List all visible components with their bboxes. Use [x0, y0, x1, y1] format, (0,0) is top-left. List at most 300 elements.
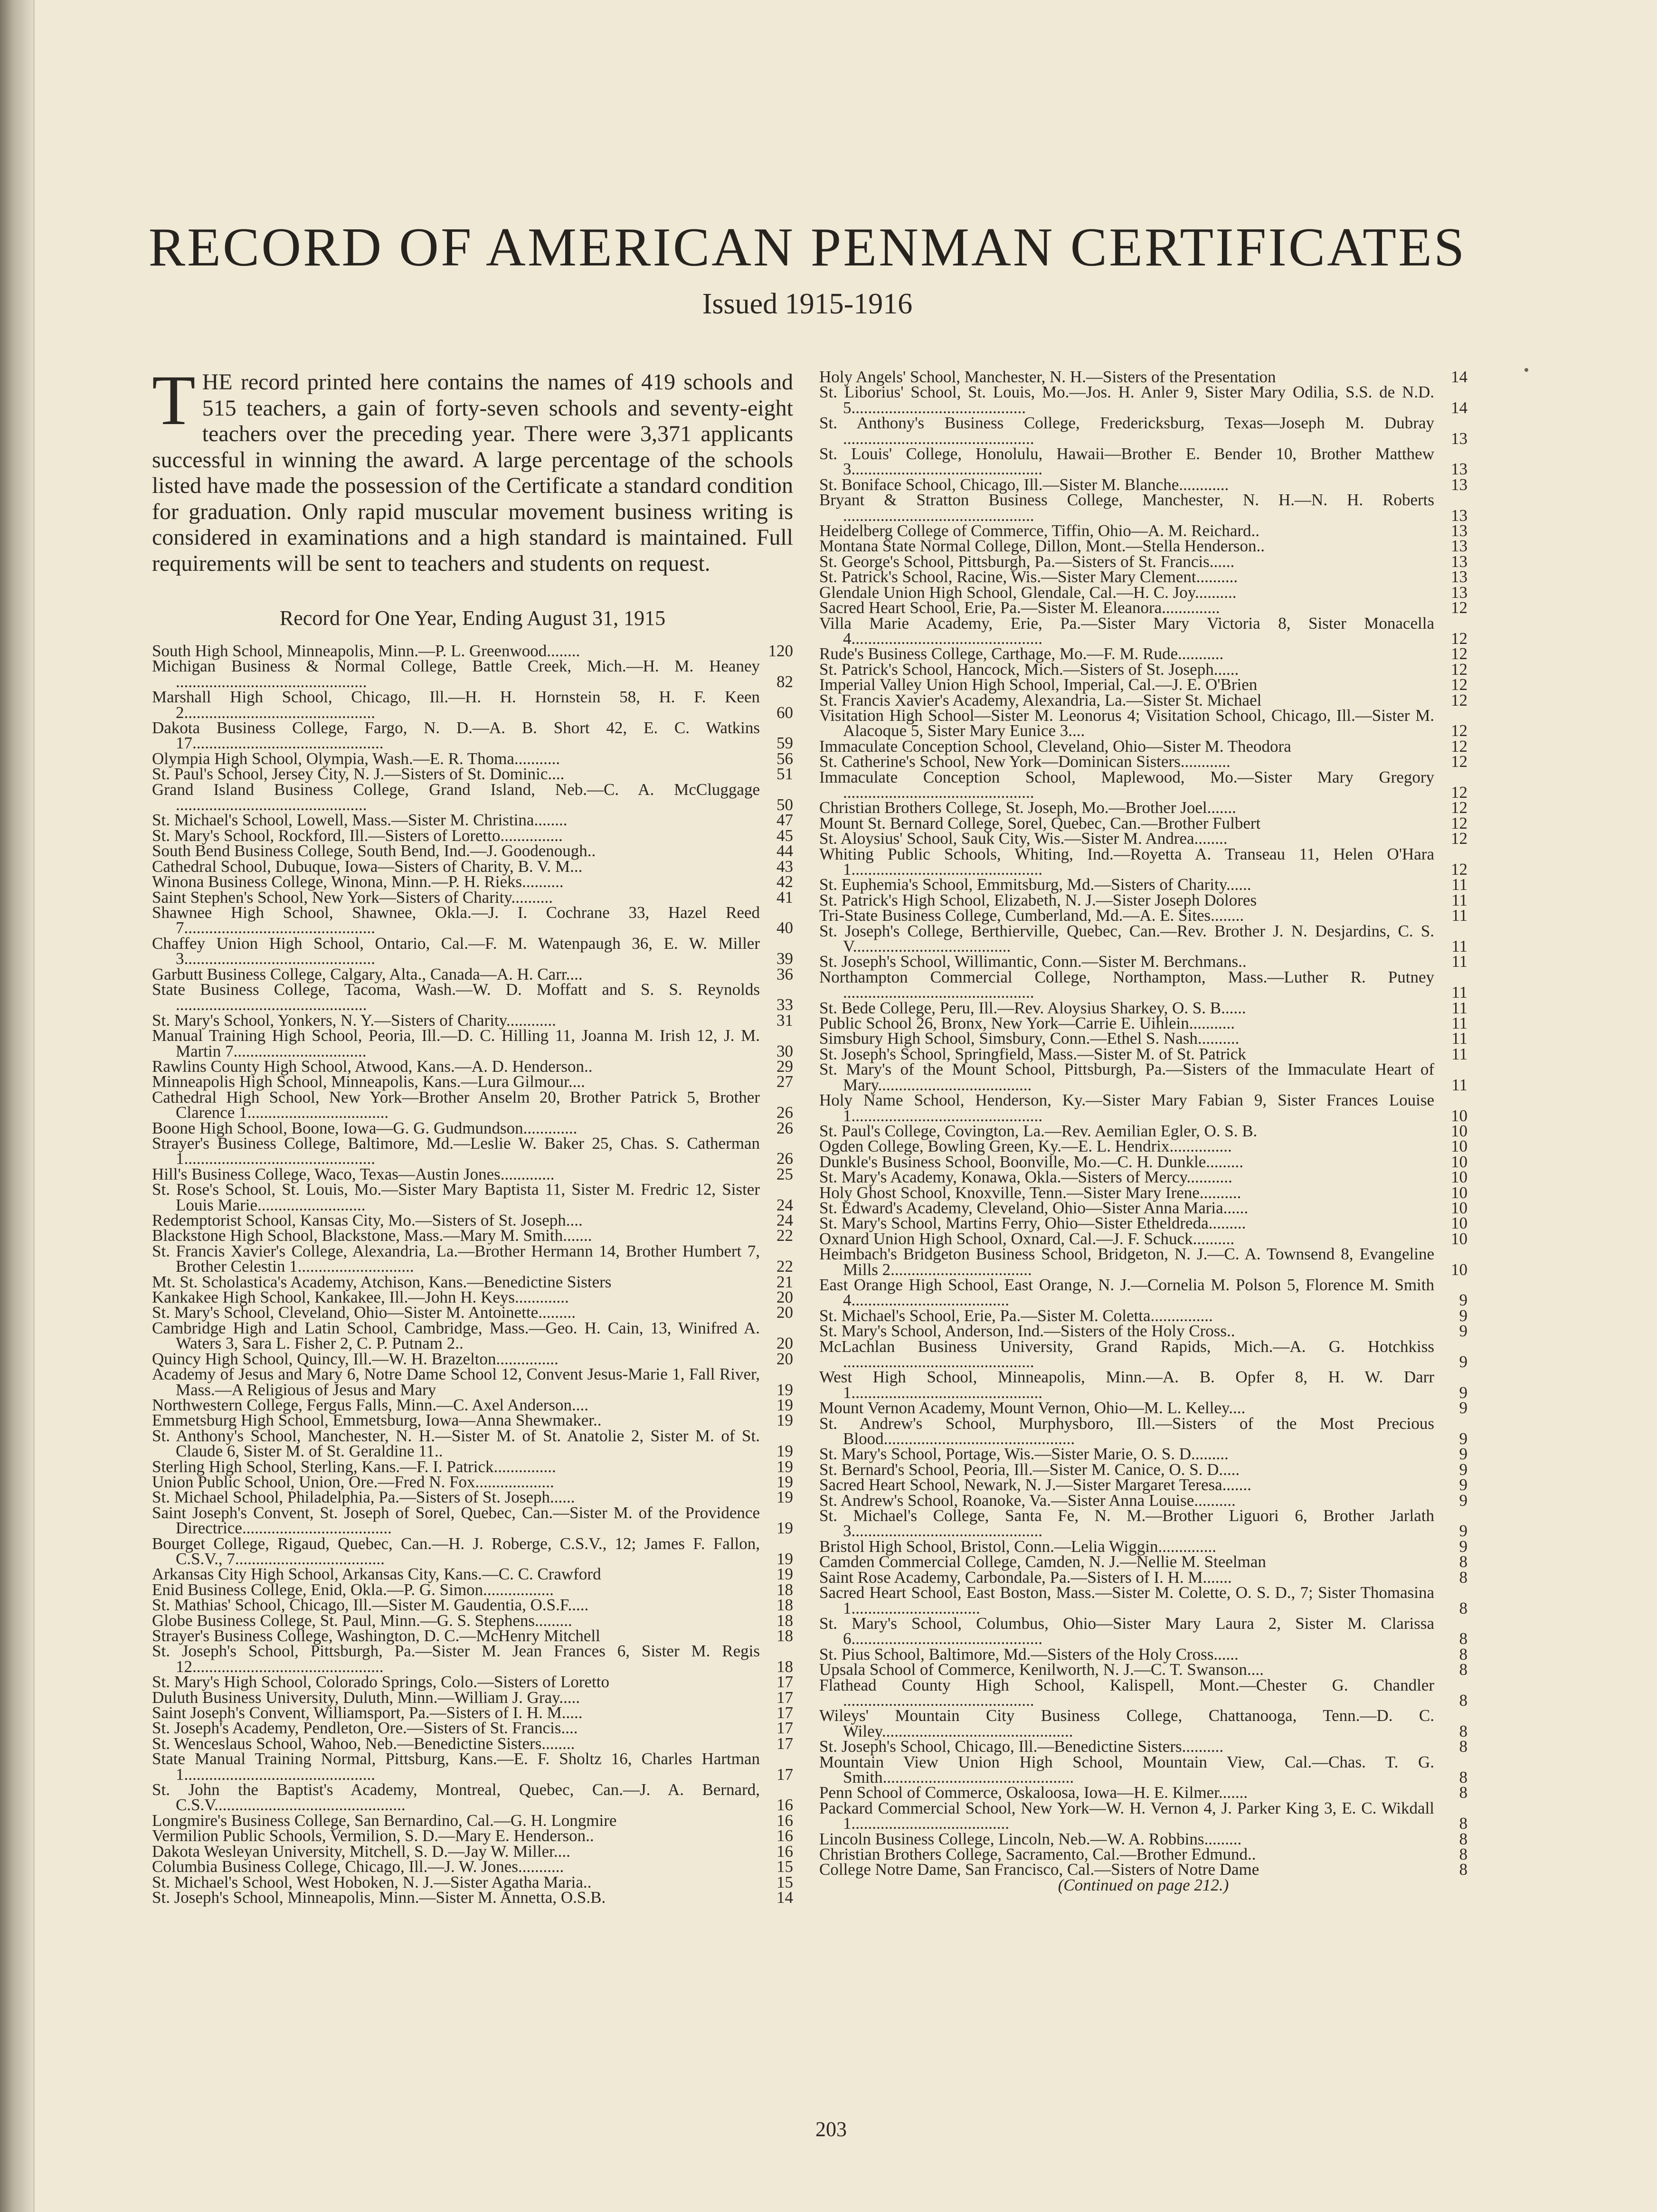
list-item: [819, 446, 1468, 477]
entry-count: 18: [776, 1611, 793, 1630]
entry-count: 18: [776, 1626, 793, 1645]
list-item: [819, 1798, 1468, 1833]
entry-text: Cathedral High School, New York—Brother Anselm 20, Brother Patrick 5, Brother Clarence 1..................................: [152, 1087, 760, 1122]
entry-count: 24: [776, 1195, 793, 1214]
entry-count: 19: [776, 1472, 793, 1491]
entry-count: 18: [776, 1596, 793, 1615]
list-item: [819, 1139, 1468, 1154]
entry-count: 24: [776, 1211, 793, 1230]
list-item: [819, 908, 1468, 923]
entry-text: St. Joseph's School, Minneapolis, Minn.—Sister M. Annetta, O.S.B.: [152, 1888, 606, 1907]
entry-count: 47: [776, 811, 793, 830]
entry-text: Chaffey Union High School, Ontario, Cal.—F. M. Watenpaugh 36, E. W. Miller 3..............................................: [152, 934, 760, 968]
drop-cap: T: [152, 361, 196, 440]
list-item: [819, 1216, 1468, 1231]
entry-text: Saint Joseph's Convent, Williamsport, Pa.—Sisters of I. H. M.....: [152, 1703, 583, 1722]
entry-count: 50: [776, 795, 793, 814]
list-item: [819, 1675, 1468, 1710]
entry-text: Dunkle's Business School, Boonville, Mo.—C. H. Dunkle.........: [819, 1152, 1243, 1171]
entry-count: 11: [1451, 1075, 1468, 1094]
entry-count: 16: [776, 1811, 793, 1830]
entry-count: 16: [776, 1842, 793, 1861]
entry-count: 33: [776, 995, 793, 1014]
list-item: [819, 677, 1468, 692]
entry-text: Strayer's Business College, Baltimore, Md.—Leslie W. Baker 25, Chas. S. Catherman 1..............................................: [152, 1134, 760, 1168]
entry-count: 30: [776, 1041, 793, 1060]
entry-text: Sterling High School, Sterling, Kans.—F. I. Patrick...............: [152, 1457, 556, 1476]
entry-text: Christian Brothers College, St. Joseph, Mo.—Brother Joel.......: [819, 798, 1236, 817]
entry-count: 8: [1459, 1598, 1468, 1617]
list-item: [819, 1785, 1468, 1800]
list-item: [819, 1662, 1468, 1677]
page-title: RECORD OF AMERICAN PENMAN CERTIFICATES: [148, 217, 1467, 278]
entry-count: 11: [1451, 1029, 1468, 1048]
list-item: [152, 1413, 793, 1428]
entry-count: 8: [1459, 1845, 1468, 1863]
entry-text: Whiting Public Schools, Whiting, Ind.—Royetta A. Transeau 11, Helen O'Hara 1..............................................: [819, 844, 1434, 879]
entry-count: 51: [776, 765, 793, 784]
entry-count: 12: [1451, 598, 1468, 617]
entry-count: 16: [776, 1826, 793, 1845]
list-item: [152, 905, 793, 936]
entry-text: St. Joseph's School, Springfield, Mass.—Sister M. of St. Patrick: [819, 1044, 1246, 1063]
entry-text: St. Patrick's High School, Elizabeth, N. J.—Sister Joseph Dolores: [819, 890, 1257, 909]
entry-text: Duluth Business University, Duluth, Minn.—William J. Gray.....: [152, 1688, 580, 1707]
entry-count: 19: [776, 1395, 793, 1414]
entry-count: 12: [1451, 629, 1468, 648]
entry-text: Cathedral School, Dubuque, Iowa—Sisters of Charity, B. V. M...: [152, 857, 583, 876]
entry-count: 42: [776, 872, 793, 891]
list-item: [819, 1323, 1468, 1339]
book-gutter-shadow: [0, 0, 33, 2212]
list-item: [819, 831, 1468, 846]
list-item: [152, 1305, 793, 1320]
entry-count: 19: [776, 1457, 793, 1476]
entry-count: 19: [776, 1488, 793, 1507]
entry-text: Grand Island Business College, Grand Island, Neb.—C. A. McCluggage ..............................................: [152, 780, 760, 814]
entry-text: Imperial Valley Union High School, Imperial, Cal.—J. E. O'Brien: [819, 675, 1258, 694]
entry-count: 18: [776, 1580, 793, 1599]
entry-text: St. John the Baptist's Academy, Montreal, Quebec, Can.—J. A. Bernard, C.S.V..............................................: [152, 1780, 760, 1815]
entry-count: 9: [1459, 1306, 1468, 1325]
entry-count: 36: [776, 964, 793, 983]
entry-text: West High School, Minneapolis, Minn.—A. B. Opfer 8, H. W. Darr 1..............................................: [819, 1368, 1434, 1402]
entry-text: St. Joseph's School, Willimantic, Conn.—Sister M. Berchmans..: [819, 952, 1247, 971]
entry-text: Ogden College, Bowling Green, Ky.—E. L. Hendrix...............: [819, 1137, 1232, 1156]
entry-count: 26: [776, 1118, 793, 1137]
right-column: [819, 369, 1468, 1893]
entry-text: Camden Commercial College, Camden, N. J.—Nellie M. Steelman: [819, 1552, 1266, 1571]
entry-text: St. Edward's Academy, Cleveland, Ohio—Sister Anna Maria......: [819, 1198, 1249, 1217]
continued-note: (Continued on page 212.): [1058, 1875, 1229, 1894]
list-item: [819, 1585, 1468, 1616]
entry-count: 26: [776, 1103, 793, 1122]
list-item: [819, 1277, 1468, 1308]
list-item: [819, 1752, 1468, 1787]
entry-count: 27: [776, 1072, 793, 1091]
entry-count: 25: [776, 1164, 793, 1183]
entry-count: 8: [1459, 1768, 1468, 1787]
entry-text: St. Mary's of the Mount School, Pittsburgh, Pa.—Sisters of the Immaculate Heart of Mary.....................................: [819, 1060, 1434, 1094]
entry-count: 10: [1451, 1260, 1468, 1279]
entry-text: St. Patrick's School, Racine, Wis.—Sister Mary Clement..........: [819, 567, 1238, 586]
entry-count: 13: [1451, 506, 1468, 525]
entry-count: 11: [1451, 983, 1468, 1002]
entry-text: St. Mathias' School, Chicago, Ill.—Sister M. Gaudentia, O.S.F.....: [152, 1596, 589, 1615]
entry-text: Academy of Jesus and Mary 6, Notre Dame School 12, Convent Jesus-Marie 1, Fall River, Mass.—A Religious of Jesus and Mary: [152, 1365, 760, 1399]
entry-text: St. Louis' College, Honolulu, Hawaii—Brother E. Bender 10, Brother Matthew 3..............................................: [819, 444, 1434, 479]
entry-text: Glendale Union High School, Glendale, Cal.—H. C. Joy..........: [819, 583, 1237, 602]
list-item: [152, 1505, 793, 1536]
entry-count: 9: [1459, 1322, 1468, 1341]
entry-text: Mountain View Union High School, Mountain View, Cal.—Chas. T. G. Smith..............................................: [819, 1752, 1434, 1787]
entry-text: Public School 26, Bronx, New York—Carrie E. Uihlein...........: [819, 1014, 1235, 1033]
entry-count: 60: [776, 703, 793, 722]
entry-text: Longmire's Business College, San Bernardino, Cal.—G. H. Longmire: [152, 1811, 617, 1830]
entry-text: Redemptorist School, Kansas City, Mo.—Sisters of St. Joseph....: [152, 1211, 583, 1230]
list-item: [819, 708, 1468, 739]
entry-text: Bristol High School, Bristol, Conn.—Lelia Wiggin..............: [819, 1537, 1217, 1556]
list-item: [152, 1490, 793, 1505]
list-item: [152, 1890, 793, 1905]
list-item: [819, 1247, 1468, 1277]
list-item: [819, 1446, 1468, 1462]
entry-text: Villa Marie Academy, Erie, Pa.—Sister Mary Victoria 8, Sister Monacella 4..............................................: [819, 614, 1434, 648]
entry-count: 8: [1459, 1552, 1468, 1571]
entry-text: St. Patrick's School, Hancock, Mich.—Sisters of St. Joseph......: [819, 660, 1239, 679]
entry-text: Quincy High School, Quincy, Ill.—W. H. Brazelton...............: [152, 1349, 559, 1368]
entry-text: Tri-State Business College, Cumberland, Md.—A. E. Sites........: [819, 906, 1244, 925]
list-item: [819, 1062, 1468, 1093]
entry-count: 14: [776, 1888, 793, 1907]
entry-text: Sacred Heart School, Newark, N. J.—Sister Margaret Teresa.......: [819, 1475, 1251, 1494]
entry-count: 9: [1459, 1445, 1468, 1464]
entry-text: St. Joseph's College, Berthierville, Quebec, Can.—Rev. Brother J. N. Desjardins, C. S. V......................................: [819, 921, 1434, 956]
entry-count: 8: [1459, 1783, 1468, 1802]
list-item: [819, 1416, 1468, 1447]
entry-text: St. Mary's School, Cleveland, Ohio—Sister M. Antoinette.........: [152, 1303, 576, 1322]
entry-count: 13: [1451, 552, 1468, 571]
list-item: [152, 1859, 793, 1874]
entry-count: 9: [1459, 1399, 1468, 1418]
entry-text: St. Anthony's School, Manchester, N. H.—Sister M. of St. Anatolie 2, Sister M. of St. Claude 6, Sister M. of St. Geraldine 11..: [152, 1426, 760, 1461]
entry-count: 12: [1451, 752, 1468, 771]
entry-count: 19: [776, 1519, 793, 1538]
entry-count: 12: [1451, 721, 1468, 740]
list-item: [819, 1739, 1468, 1754]
list-item: [152, 1782, 793, 1813]
entry-count: 13: [1451, 460, 1468, 479]
entry-count: 12: [1451, 783, 1468, 802]
entry-text: Mount St. Bernard College, Sorel, Quebec, Can.—Brother Fulbert: [819, 813, 1261, 832]
list-item: [819, 646, 1468, 662]
entry-text: St. Boniface School, Chicago, Ill.—Sister M. Blanche............: [819, 475, 1229, 494]
list-item: [152, 1028, 793, 1059]
page-subtitle: Issued 1915-1916: [702, 288, 913, 320]
list-item: [152, 874, 793, 889]
entry-count: 9: [1459, 1475, 1468, 1494]
entry-count: 82: [776, 672, 793, 691]
entry-text: Cambridge High and Latin School, Cambridge, Mass.—Geo. H. Cain, 13, Winifred A. Waters 3, Sara L. Fisher 2, C. P. Putnam 2..: [152, 1318, 760, 1353]
list-item: [152, 766, 793, 782]
entry-text: Globe Business College, St. Paul, Minn.—G. S. Stephens.........: [152, 1611, 572, 1630]
entry-text: Packard Commercial School, New York—W. H. Vernon 4, J. Parker King 3, E. C. Wikdall 1......................................: [819, 1798, 1434, 1833]
entry-count: 39: [776, 949, 793, 968]
entry-text: Emmetsburg High School, Emmetsburg, Iowa—Anna Shewmaker..: [152, 1411, 602, 1430]
entry-count: 11: [1451, 875, 1468, 894]
entry-text: Dakota Wesleyan University, Mitchell, S. D.—Jay W. Miller....: [152, 1842, 570, 1861]
entry-count: 10: [1451, 1137, 1468, 1156]
list-item: [819, 767, 1468, 802]
entry-text: Upsala School of Commerce, Kenilworth, N. J.—C. T. Swanson....: [819, 1660, 1264, 1679]
entry-count: 29: [776, 1057, 793, 1076]
list-item: [819, 492, 1468, 523]
entry-count: 9: [1459, 1383, 1468, 1402]
entry-count: 10: [1451, 1106, 1468, 1125]
entry-text: Holy Angels' School, Manchester, N. H.—Sisters of the Presentation: [819, 368, 1276, 386]
list-item: [819, 1708, 1468, 1739]
record-heading: Record for One Year, Ending August 31, 1915: [279, 606, 666, 630]
entry-text: St. Bede College, Peru, Ill.—Rev. Aloysius Sharkey, O. S. B......: [819, 998, 1246, 1017]
entry-count: 11: [1451, 1044, 1468, 1063]
entry-count: 20: [776, 1349, 793, 1368]
entry-text: St. Michael School, Philadelphia, Pa.—Sisters of St. Joseph......: [152, 1488, 575, 1507]
entry-text: St. Liborius' School, St. Louis, Mo.—Jos. H. Anler 9, Sister Mary Odilia, S.S. de N.D. 5..........................................: [819, 383, 1434, 417]
list-item: [819, 1370, 1468, 1400]
list-item: [152, 1136, 793, 1167]
list-item: [819, 1170, 1468, 1185]
entry-text: Saint Stephen's School, New York—Sisters of Charity..........: [152, 888, 553, 907]
entry-text: St. George's School, Pittsburgh, Pa.—Sisters of St. Francis......: [819, 552, 1235, 571]
entry-text: Heimbach's Bridgeton Business School, Bridgeton, N. J.—C. A. Townsend 8, Evangeline Mills 2..................................: [819, 1245, 1434, 1279]
entry-text: Hill's Business College, Waco, Texas—Austin Jones.............: [152, 1164, 555, 1183]
entry-text: St. Joseph's Academy, Pendleton, Ore.—Sisters of St. Francis....: [152, 1719, 578, 1738]
entry-text: St. Francis Xavier's College, Alexandria, La.—Brother Hermann 14, Brother Humbert 7, Brother Celestin 1............................: [152, 1241, 760, 1276]
entry-count: 56: [776, 749, 793, 768]
entry-text: Holy Name School, Henderson, Ky.—Sister Mary Fabian 9, Sister Frances Louise 1..............................................: [819, 1091, 1434, 1125]
entry-count: 12: [1451, 660, 1468, 679]
entry-text: Shawnee High School, Shawnee, Okla.—J. I. Cochrane 33, Hazel Reed 7..............................................: [152, 903, 760, 937]
list-item: [152, 782, 793, 813]
entry-count: 45: [776, 826, 793, 845]
entry-text: Strayer's Business College, Washington, D. C.—McHenry Mitchell: [152, 1626, 600, 1645]
entry-text: Simsbury High School, Simsbury, Conn.—Ethel S. Nash..........: [819, 1029, 1240, 1048]
entry-text: St. Mary's School, Yonkers, N. Y.—Sisters of Charity............: [152, 1011, 556, 1030]
entry-text: Sacred Heart School, East Boston, Mass.—Sister M. Colette, O. S. D., 7; Sister Thomasina 1...............................: [819, 1583, 1434, 1617]
entry-count: 16: [776, 1796, 793, 1815]
entry-count: 8: [1459, 1860, 1468, 1879]
entry-count: 17: [776, 1703, 793, 1722]
entry-count: 12: [1451, 737, 1468, 756]
entry-count: 18: [776, 1657, 793, 1676]
entry-text: St. Aloysius' School, Sauk City, Wis.—Sister M. Andrea........: [819, 829, 1228, 848]
entry-text: St. Andrew's School, Roanoke, Va.—Sister Anna Louise..........: [819, 1491, 1236, 1510]
entry-count: 9: [1459, 1352, 1468, 1371]
list-item: [819, 1616, 1468, 1647]
list-item: [152, 1644, 793, 1674]
list-item: [819, 569, 1468, 585]
entry-text: Columbia Business College, Chicago, Ill.—J. W. Jones...........: [152, 1857, 564, 1876]
entry-count: 12: [1451, 690, 1468, 709]
entry-text: Blackstone High School, Blackstone, Mass.—Mary M. Smith.......: [152, 1226, 592, 1245]
entry-count: 13: [1451, 429, 1468, 448]
right-entry-list: [819, 369, 1468, 1878]
list-item: [152, 1182, 793, 1213]
entry-text: Marshall High School, Chicago, Ill.—H. H. Hornstein 58, H. F. Keen 2..............................................: [152, 688, 760, 722]
entry-count: 17: [776, 1688, 793, 1707]
entry-count: 13: [1451, 475, 1468, 494]
list-item: [819, 954, 1468, 969]
entry-count: 10: [1451, 1214, 1468, 1233]
entry-count: 8: [1459, 1568, 1468, 1587]
entry-text: St. Michael's School, Lowell, Mass.—Sister M. Christina........: [152, 811, 568, 830]
list-item: [152, 720, 793, 751]
entry-text: Michigan Business & Normal College, Battle Creek, Mich.—H. M. Heaney ..............................................: [152, 657, 760, 691]
list-item: [152, 936, 793, 967]
entry-count: 9: [1459, 1429, 1468, 1448]
entry-text: Dakota Business College, Fargo, N. D.—A. B. Short 42, E. C. Watkins 17..............................................: [152, 718, 760, 753]
entry-text: Enid Business College, Enid, Okla.—P. G. Simon.................: [152, 1580, 554, 1599]
entry-count: 11: [1451, 952, 1468, 971]
list-item: [819, 539, 1468, 554]
entry-count: 9: [1459, 1291, 1468, 1310]
entry-count: 8: [1459, 1645, 1468, 1664]
entry-count: 12: [1451, 644, 1468, 663]
entry-text: St. Anthony's Business College, Fredericksburg, Texas—Joseph M. Dubray ..............................................: [819, 414, 1434, 448]
entry-text: St. Rose's School, St. Louis, Mo.—Sister Mary Baptista 11, Sister M. Fredric 12, Sister Louis Marie..........................: [152, 1180, 760, 1214]
entry-count: 8: [1459, 1814, 1468, 1833]
entry-text: College Notre Dame, San Francisco, Cal.—Sisters of Notre Dame: [819, 1860, 1259, 1879]
list-item: [819, 800, 1468, 815]
entry-count: 11: [1451, 937, 1468, 956]
list-item: [152, 1567, 793, 1582]
entry-text: St. Michael's College, Santa Fe, N. M.—Brother Liguori 6, Brother Jarlath 3..............................................: [819, 1506, 1434, 1541]
entry-text: St. Joseph's School, Chicago, Ill.—Benedictine Sisters..........: [819, 1737, 1224, 1756]
entry-count: 10: [1451, 1198, 1468, 1217]
list-item: [819, 616, 1468, 647]
entry-count: 8: [1459, 1691, 1468, 1710]
intro-paragraph: [152, 361, 793, 577]
entry-text: Flathead County High School, Kalispell, Mont.—Chester G. Chandler ..............................................: [819, 1675, 1434, 1710]
entry-count: 9: [1459, 1491, 1468, 1510]
entry-text: Boone High School, Boone, Iowa—G. G. Gudmundson.............: [152, 1118, 578, 1137]
entry-count: 11: [1451, 906, 1468, 925]
list-item: [819, 1862, 1468, 1877]
entry-text: Mt. St. Scholastica's Academy, Atchison, Kans.—Benedictine Sisters: [152, 1272, 612, 1291]
entry-text: Immaculate Conception School, Cleveland, Ohio—Sister M. Theodora: [819, 737, 1291, 756]
entry-text: Immaculate Conception School, Maplewood, Mo.—Sister Mary Gregory ..............................................: [819, 767, 1434, 802]
entry-text: State Manual Training Normal, Pittsburg, Kans.—E. F. Sholtz 16, Charles Hartman 1..............................................: [152, 1749, 760, 1784]
left-column: [152, 361, 793, 1907]
entry-count: 11: [1451, 998, 1468, 1017]
entry-text: Union Public School, Union, Ore.—Fred N. Fox...................: [152, 1472, 554, 1491]
entry-count: 17: [776, 1673, 793, 1692]
entry-count: 59: [776, 734, 793, 753]
list-item: [819, 844, 1468, 879]
entry-count: 8: [1459, 1829, 1468, 1848]
entry-count: 10: [1451, 1229, 1468, 1248]
entry-text: St. Pius School, Baltimore, Md.—Sisters of the Holy Cross......: [819, 1645, 1239, 1664]
list-item: [152, 982, 793, 1013]
entry-text: Manual Training High School, Peoria, Ill.—D. C. Hilling 11, Joanna M. Irish 12, J. M. Martin 7................................: [152, 1026, 760, 1060]
entry-count: 13: [1451, 567, 1468, 586]
entry-text: Garbutt Business College, Calgary, Alta., Canada—A. H. Carr....: [152, 964, 583, 983]
entry-text: Christian Brothers College, Sacramento, Cal.—Brother Edmund..: [819, 1845, 1256, 1863]
entry-text: Heidelberg College of Commerce, Tiffin, Ohio—A. M. Reichard..: [819, 521, 1260, 540]
entry-count: 19: [776, 1380, 793, 1399]
list-item: [819, 1554, 1468, 1569]
list-item: [152, 1241, 793, 1276]
entry-text: St. Mary's School, Columbus, Ohio—Sister Mary Laura 2, Sister M. Clarissa 6..............................................: [819, 1614, 1434, 1648]
entry-text: South High School, Minneapolis, Minn.—P. L. Greenwood........: [152, 642, 580, 660]
entry-text: Rawlins County High School, Atwood, Kans.—A. D. Henderson..: [152, 1057, 593, 1076]
list-item: [819, 385, 1468, 416]
entry-text: St. Mary's Academy, Konawa, Okla.—Sisters of Mercy...........: [819, 1168, 1232, 1187]
list-item: [152, 1720, 793, 1736]
entry-text: Winona Business College, Winona, Minn.—P. H. Rieks..........: [152, 872, 564, 891]
list-item: [152, 1598, 793, 1613]
entry-count: 14: [1451, 368, 1468, 386]
list-item: [152, 1536, 793, 1567]
entry-text: Oxnard Union High School, Oxnard, Cal.—J. F. Schuck..........: [819, 1229, 1235, 1248]
list-item: [152, 1674, 793, 1690]
entry-count: 11: [1451, 1014, 1468, 1033]
entry-count: 9: [1459, 1537, 1468, 1556]
list-item: [152, 1074, 793, 1089]
entry-count: 10: [1451, 1121, 1468, 1140]
entry-count: 20: [776, 1288, 793, 1307]
entry-text: Kankakee High School, Kankakee, Ill.—John H. Keys.............: [152, 1288, 569, 1307]
entry-count: 12: [1451, 829, 1468, 848]
entry-text: St. Wenceslaus School, Wahoo, Neb.—Benedictine Sisters........: [152, 1734, 575, 1753]
entry-count: 120: [768, 642, 793, 660]
entry-text: Vermilion Public Schools, Vermilion, S. D.—Mary E. Henderson..: [152, 1826, 594, 1845]
entry-text: Saint Rose Academy, Carbondale, Pa.—Sisters of I. H. M.......: [819, 1568, 1232, 1587]
entry-count: 8: [1459, 1721, 1468, 1740]
entry-count: 19: [776, 1442, 793, 1461]
entry-count: 31: [776, 1011, 793, 1030]
list-item: [819, 1339, 1468, 1370]
list-item: [152, 1428, 793, 1459]
entry-text: St. Paul's School, Jersey City, N. J.—Sisters of St. Dominic....: [152, 765, 565, 784]
entry-text: Bryant & Stratton Business College, Manchester, N. H.—N. H. Roberts ..............................................: [819, 491, 1434, 525]
entry-text: State Business College, Tacoma, Wash.—W. D. Moffatt and S. S. Reynolds ..............................................: [152, 980, 760, 1014]
list-item: [819, 967, 1468, 1002]
entry-text: St. Andrew's School, Murphysboro, Ill.—Sisters of the Most Precious Blood..............................................: [819, 1414, 1434, 1448]
entry-count: 20: [776, 1334, 793, 1353]
list-item: [819, 1477, 1468, 1493]
entry-count: 43: [776, 857, 793, 876]
entry-text: Northampton Commercial College, Northampton, Mass.—Luther R. Putney ..............................................: [819, 967, 1434, 1002]
entry-count: 12: [1451, 813, 1468, 832]
entry-count: 20: [776, 1303, 793, 1322]
entry-count: 13: [1451, 583, 1468, 602]
page-edge: [33, 0, 35, 2212]
entry-text: Holy Ghost School, Knoxville, Tenn.—Sister Mary Irene..........: [819, 1183, 1241, 1202]
entry-text: Northwestern College, Fergus Falls, Minn.—C. Axel Anderson....: [152, 1395, 589, 1414]
list-item: [819, 754, 1468, 769]
entry-text: Penn School of Commerce, Oskaloosa, Iowa—H. E. Kilmer.......: [819, 1783, 1248, 1802]
entry-count: 17: [776, 1719, 793, 1738]
entry-text: Minneapolis High School, Minneapolis, Kans.—Lura Gilmour....: [152, 1072, 585, 1091]
entry-text: St. Catherine's School, New York—Dominican Sisters............: [819, 752, 1231, 771]
entry-text: St. Mary's High School, Colorado Springs, Colo.—Sisters of Loretto: [152, 1673, 609, 1692]
entry-count: 19: [776, 1411, 793, 1430]
list-item: [819, 1508, 1468, 1539]
entry-text: St. Francis Xavier's Academy, Alexandria, La.—Sister St. Michael: [819, 690, 1262, 709]
entry-count: 17: [776, 1765, 793, 1784]
list-item: [819, 1031, 1468, 1046]
